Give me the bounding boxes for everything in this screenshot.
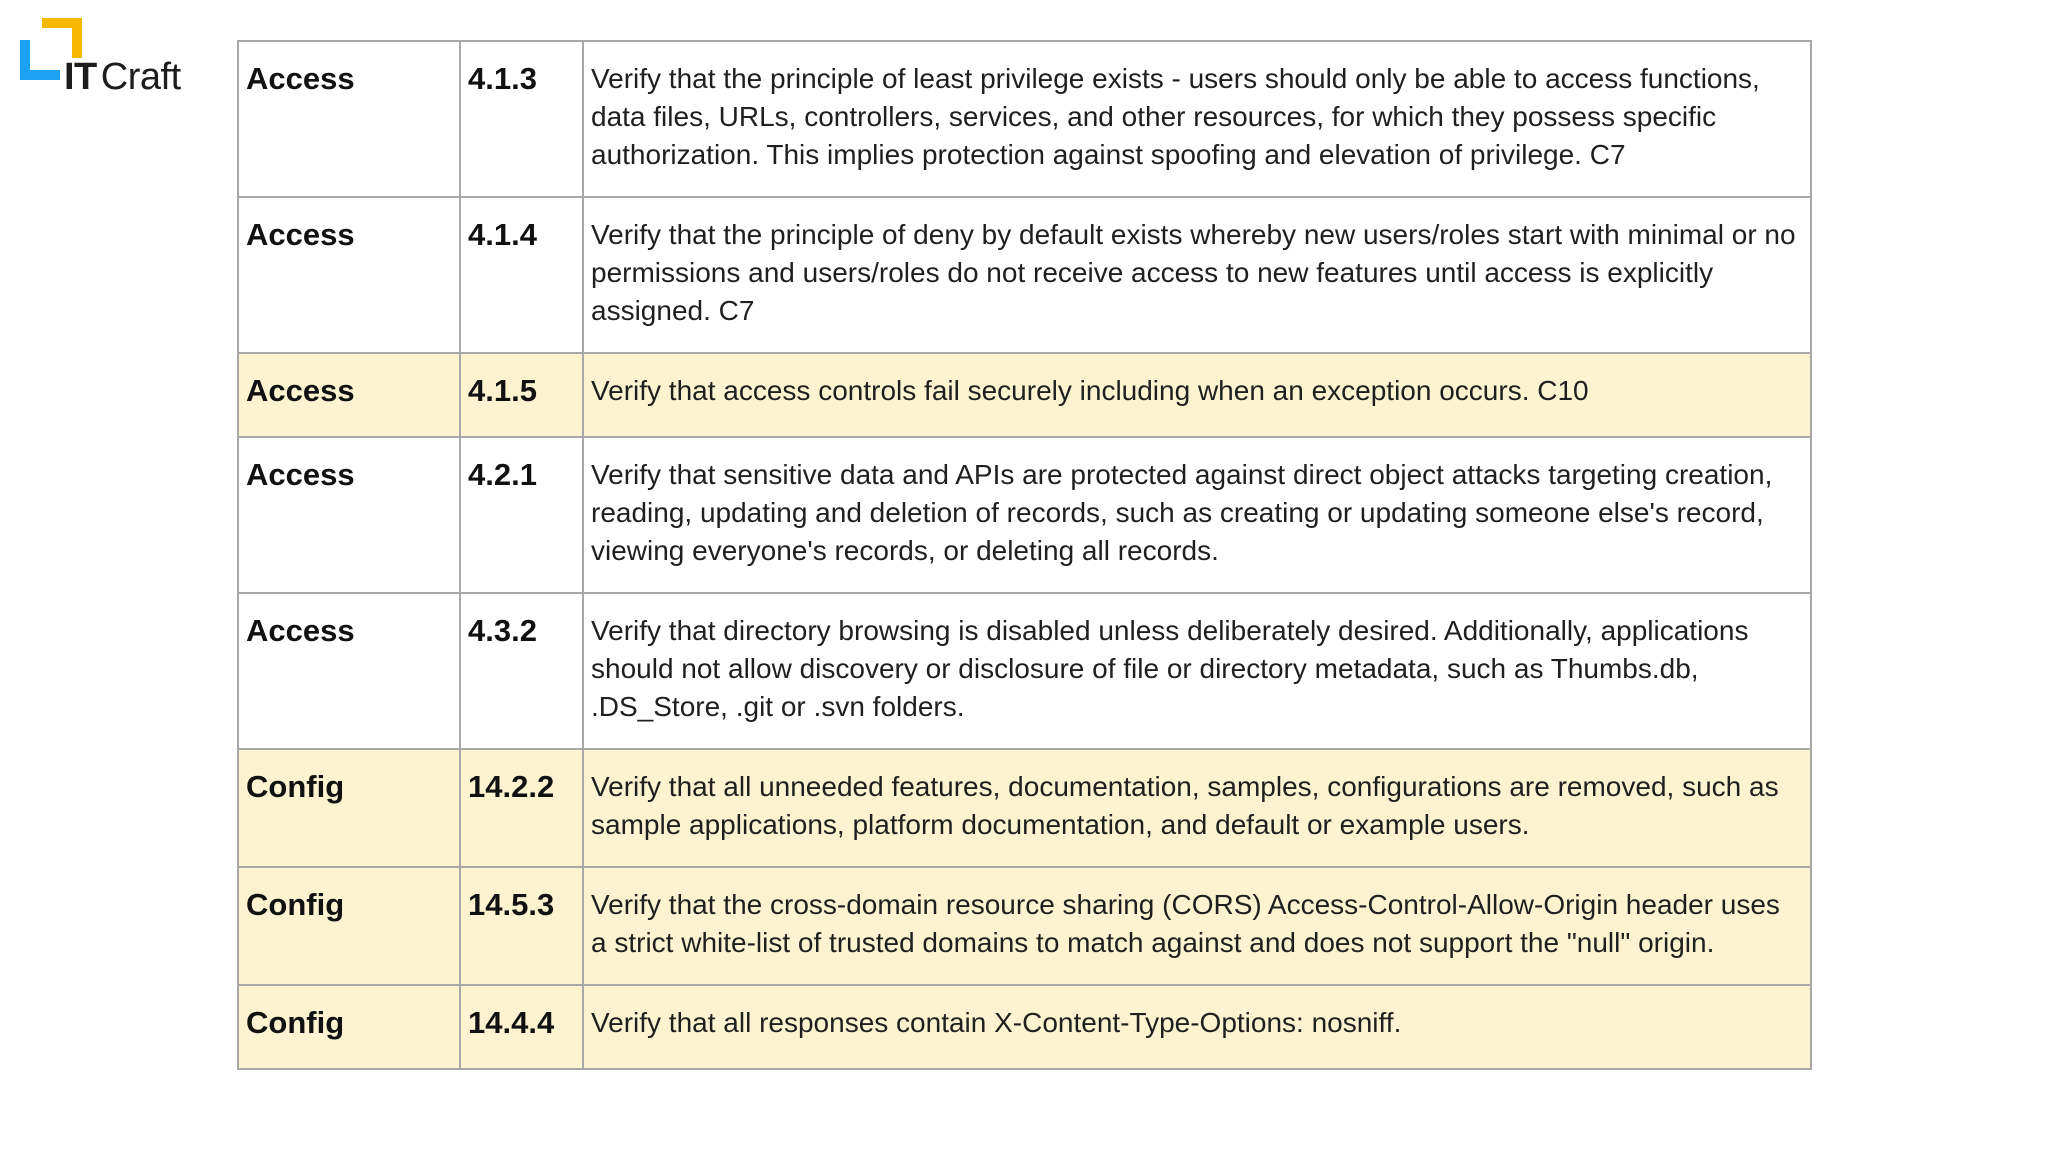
table-row <box>238 353 1811 437</box>
logo-text-it: IT <box>64 56 97 98</box>
logo-text-craft: Craft <box>100 56 181 98</box>
requirement-id-cell: 4.3.2 <box>460 593 583 749</box>
table-row <box>238 749 1811 867</box>
table-row <box>238 867 1811 985</box>
requirement-id-cell: 14.5.3 <box>460 867 583 985</box>
description-cell: Verify that all responses contain X-Content-Type-Options: nosniff. <box>583 985 1811 1069</box>
table-row <box>238 437 1811 593</box>
description-cell: Verify that directory browsing is disabled unless deliberately desired. Additionally, applications should not allow discovery or disclosure of file or directory metadata, such as Thumbs.db, .DS_Store, .git or .svn folders. <box>583 593 1811 749</box>
description-cell: Verify that sensitive data and APIs are protected against direct object attacks targeting creation, reading, updating and deletion of records, such as creating or updating someone else's record, viewing everyone's records, or deleting all records. <box>583 437 1811 593</box>
requirement-id-cell: 14.2.2 <box>460 749 583 867</box>
description-cell: Verify that the principle of deny by default exists whereby new users/roles start with minimal or no permissions and users/roles do not receive access to new features until access is explicitly assigned. C7 <box>583 197 1811 353</box>
category-cell: Config <box>238 749 460 867</box>
table-row <box>238 985 1811 1069</box>
it-craft-logo-text <box>64 58 181 96</box>
category-cell: Access <box>238 593 460 749</box>
table-row <box>238 593 1811 749</box>
requirements-table <box>237 40 1812 1070</box>
it-craft-logo <box>16 16 196 102</box>
description-cell: Verify that all unneeded features, documentation, samples, configurations are removed, such as sample applications, platform documentation, and default or example users. <box>583 749 1811 867</box>
requirement-id-cell: 4.1.5 <box>460 353 583 437</box>
requirements-table-container <box>237 40 1810 1070</box>
category-cell: Access <box>238 353 460 437</box>
category-cell: Access <box>238 41 460 197</box>
category-cell: Access <box>238 197 460 353</box>
table-row <box>238 41 1811 197</box>
category-cell: Config <box>238 867 460 985</box>
description-cell: Verify that the principle of least privilege exists - users should only be able to access functions, data files, URLs, controllers, services, and other resources, for which they possess specific authorization. This implies protection against spoofing and elevation of privilege. C7 <box>583 41 1811 197</box>
requirement-id-cell: 4.1.4 <box>460 197 583 353</box>
table-row <box>238 197 1811 353</box>
requirement-id-cell: 14.4.4 <box>460 985 583 1069</box>
requirement-id-cell: 4.2.1 <box>460 437 583 593</box>
category-cell: Access <box>238 437 460 593</box>
category-cell: Config <box>238 985 460 1069</box>
description-cell: Verify that the cross-domain resource sharing (CORS) Access-Control-Allow-Origin header uses a strict white-list of trusted domains to match against and does not support the "null" origin. <box>583 867 1811 985</box>
requirement-id-cell: 4.1.3 <box>460 41 583 197</box>
description-cell: Verify that access controls fail securely including when an exception occurs. C10 <box>583 353 1811 437</box>
